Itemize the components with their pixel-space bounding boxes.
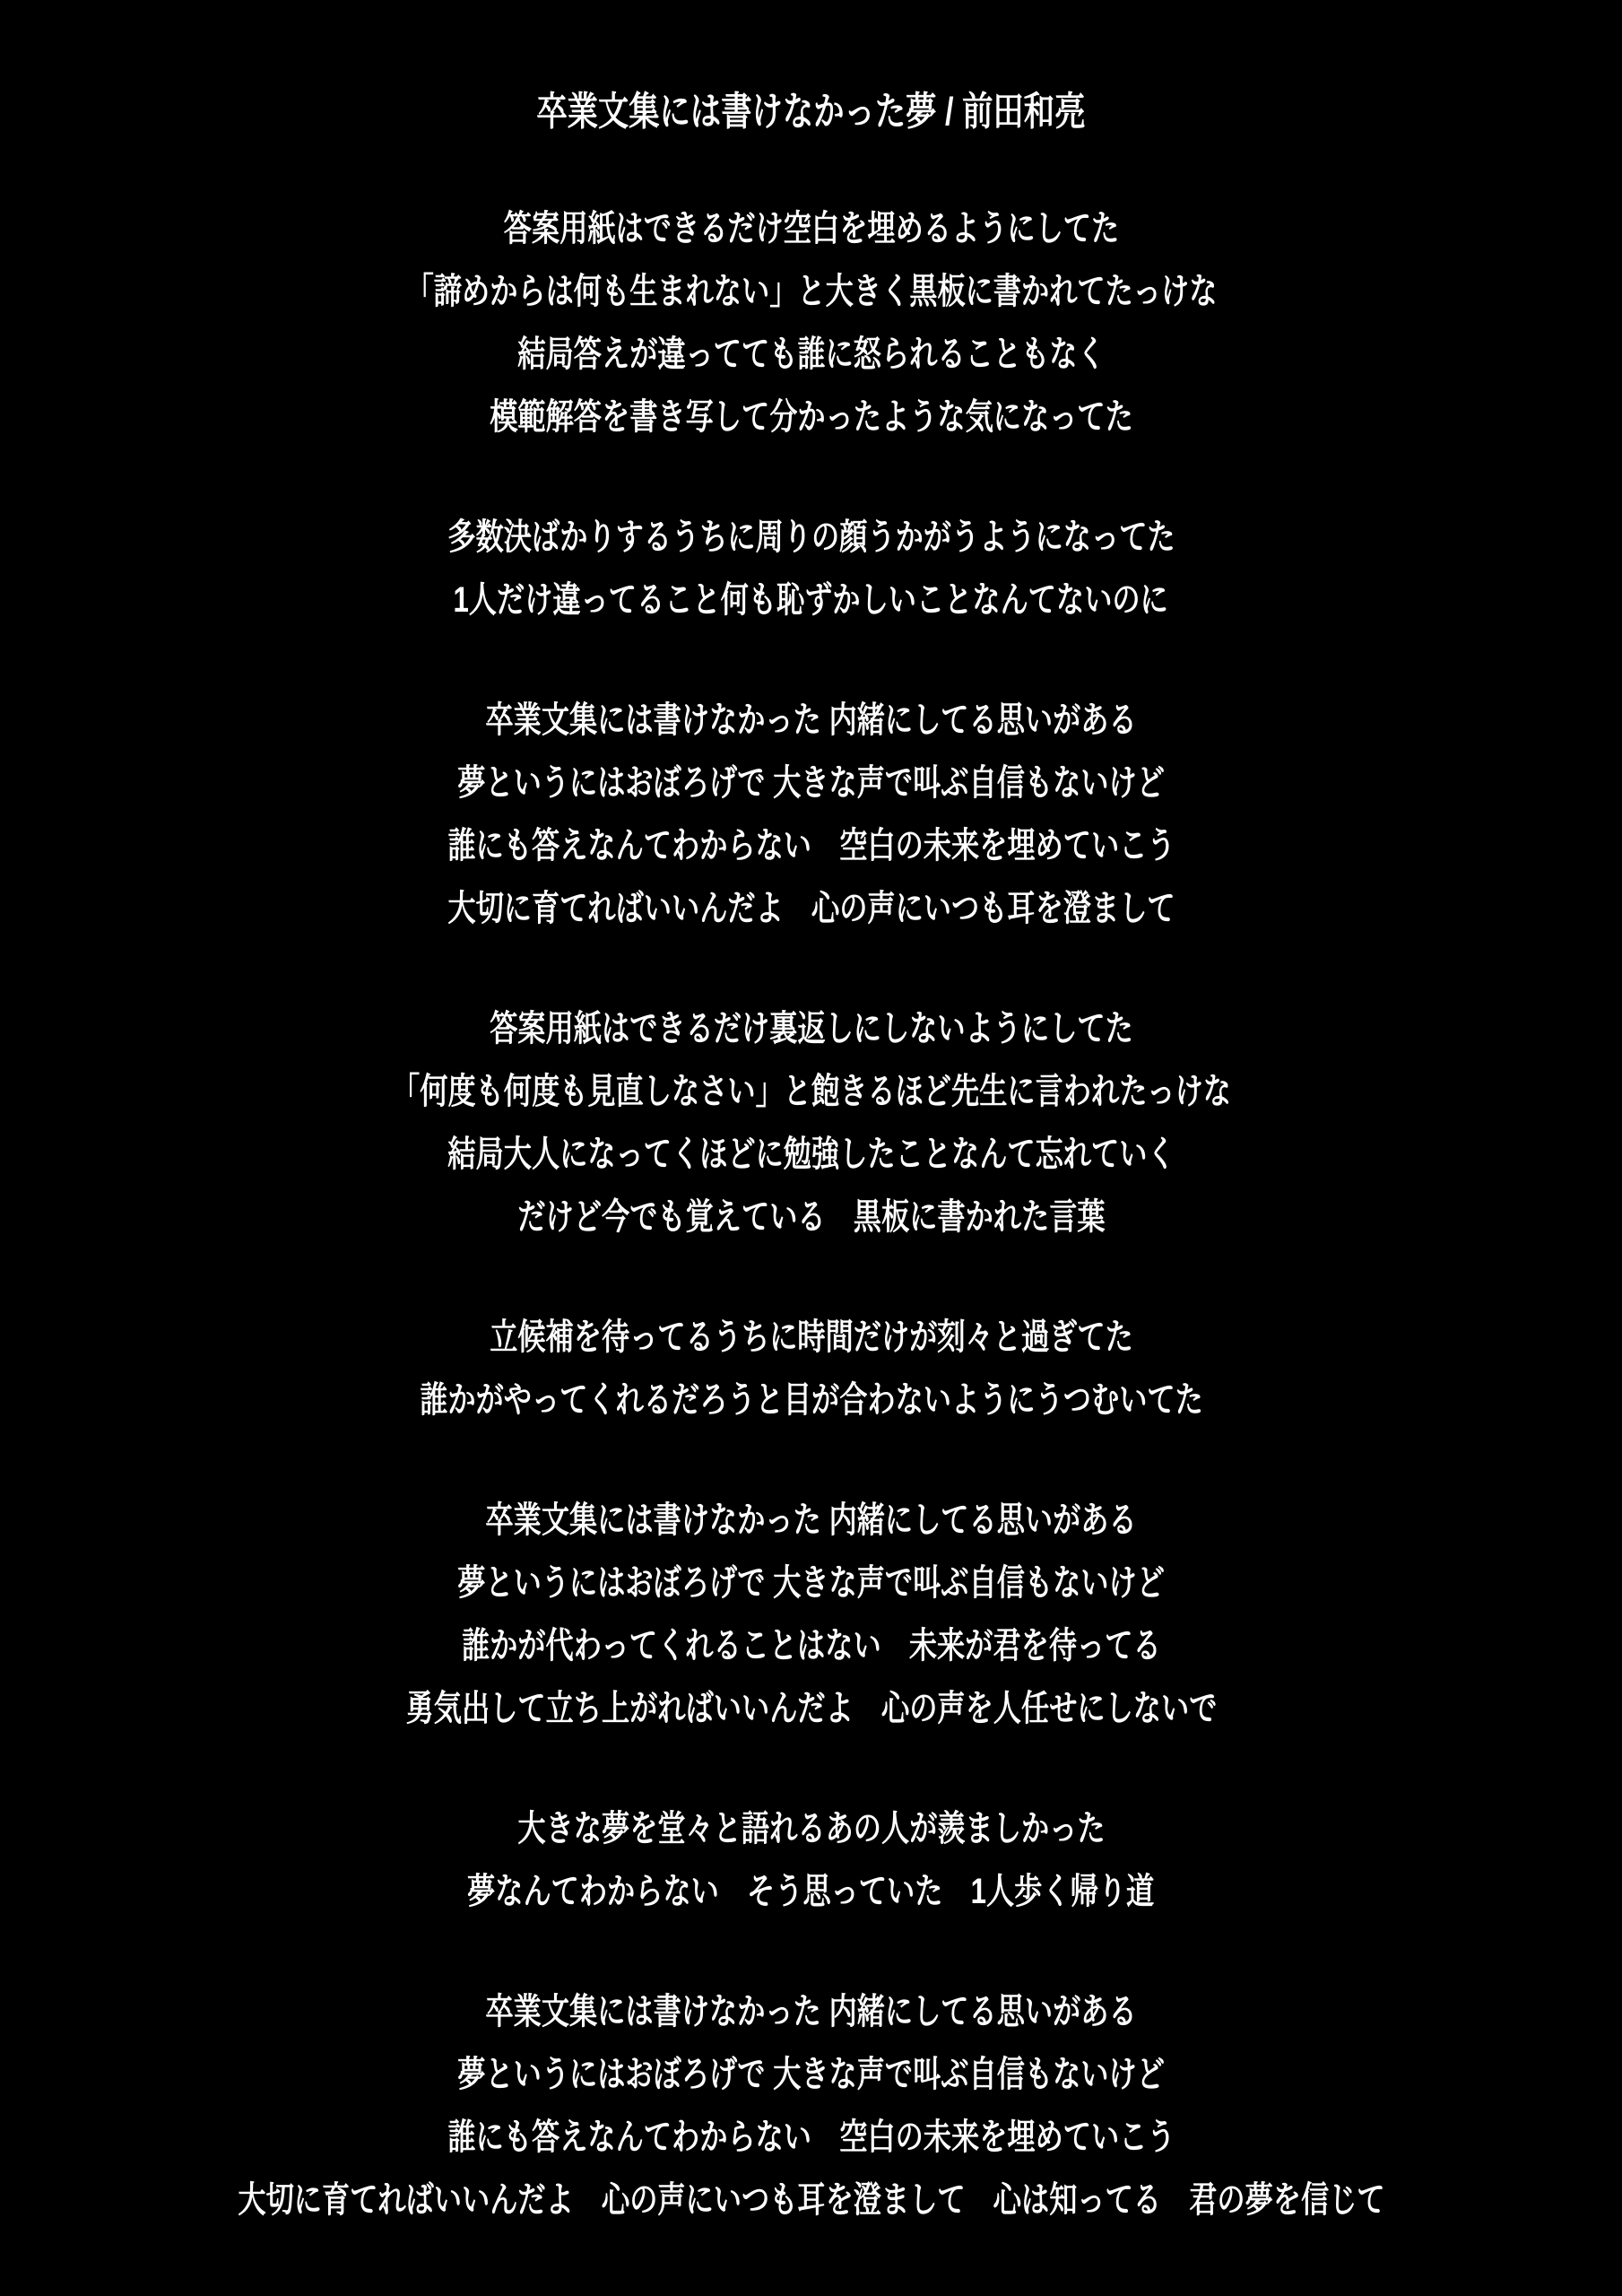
lyric-line (0, 1060, 1622, 1123)
lyric-line (0, 506, 1622, 569)
lyric-line (0, 1797, 1622, 1860)
lyric-text: 誰かがやってくれるだろうと目が合わないようにうつむいてた (419, 1380, 1203, 1420)
stanza-bridge (0, 1797, 1622, 1923)
lyric-line (0, 323, 1622, 386)
lyric-line (0, 1677, 1622, 1740)
lyric-text: 「何度も何度も見直しなさい」と飽きるほど先生に言われたっけな (391, 1072, 1231, 1111)
song-title-text: 卒業文集には書けなかった夢 / 前田和亮 (536, 90, 1086, 134)
lyric-line (0, 1489, 1622, 1552)
lyric-line (0, 386, 1622, 448)
lyric-text: 立候補を待ってるうちに時間だけが刻々と過ぎてた (489, 1318, 1133, 1357)
lyric-line (0, 814, 1622, 877)
lyric-text: 答案用紙はできるだけ空白を埋めるようにしてた (503, 209, 1119, 248)
lyric-line (0, 569, 1622, 631)
lyric-text: 大切に育てればいいんだよ 心の声にいつも耳を澄まして 心は知ってる 君の夢を信じて (237, 2180, 1385, 2220)
lyric-text: 答案用紙はできるだけ裏返しにしないようにしてた (489, 1009, 1133, 1048)
lyric-text: 結局大人になってくほどに勉強したことなんて忘れていく (447, 1135, 1175, 1174)
lyric-text: 夢なんてわからない そう思っていた 1人歩く帰り道 (467, 1872, 1155, 1911)
lyric-line (0, 1123, 1622, 1186)
stanza-verse-3 (0, 997, 1622, 1248)
lyric-text: 誰にも答えなんてわからない 空白の未来を埋めていこう (447, 2118, 1175, 2157)
song-title-line (0, 90, 1622, 135)
lyric-text: 大切に育てればいいんだよ 心の声にいつも耳を澄まして (447, 889, 1175, 928)
lyric-text: 卒業文集には書けなかった 内緒にしてる思いがある (485, 1992, 1137, 2031)
stanza-chorus-3 (0, 1980, 1622, 2231)
lyric-text: 勇気出して立ち上がればいいんだよ 心の声を人任せにしないで (405, 1689, 1217, 1728)
lyric-line (0, 1552, 1622, 1614)
lyric-line (0, 1306, 1622, 1369)
stanza-chorus-2 (0, 1489, 1622, 1740)
lyric-line (0, 2106, 1622, 2169)
stanza-chorus-1 (0, 689, 1622, 940)
lyric-line (0, 2043, 1622, 2106)
lyric-text: 1人だけ違ってること何も恥ずかしいことなんてないのに (453, 580, 1169, 620)
lyric-text: だけど今でも覚えている 黒板に書かれた言葉 (516, 1197, 1106, 1237)
lyric-text: 多数決ばかりするうちに周りの顔うかがうようになってた (447, 517, 1175, 557)
lyric-text: 大きな夢を堂々と語れるあの人が羨ましかった (516, 1809, 1106, 1848)
lyric-text: 誰かが代わってくれることはない 未来が君を待ってる (461, 1626, 1161, 1665)
lyric-line (0, 2169, 1622, 2231)
lyric-line (0, 1860, 1622, 1923)
lyric-text: 誰にも答えなんてわからない 空白の未来を埋めていこう (447, 826, 1175, 865)
lyric-line (0, 689, 1622, 752)
lyric-line (0, 197, 1622, 260)
lyric-text: 模範解答を書き写して分かったような気になってた (489, 397, 1133, 437)
lyric-text: 夢というにはおぼろげで 大きな声で叫ぶ自信もないけど (457, 763, 1165, 803)
lyric-line (0, 752, 1622, 814)
lyric-text: 結局答えが違ってても誰に怒られることもなく (516, 335, 1106, 374)
lyric-line (0, 997, 1622, 1060)
lyric-line (0, 1614, 1622, 1677)
lyric-line (0, 1980, 1622, 2043)
lyric-line (0, 877, 1622, 940)
lyric-line (0, 260, 1622, 323)
stanza-verse-1 (0, 197, 1622, 448)
lyric-text: 夢というにはおぼろげで 大きな声で叫ぶ自信もないけど (457, 1563, 1165, 1603)
lyric-text: 卒業文集には書けなかった 内緒にしてる思いがある (485, 700, 1137, 740)
lyric-line (0, 1186, 1622, 1248)
lyric-line (0, 1369, 1622, 1431)
lyric-text: 「諦めからは何も生まれない」と大きく黒板に書かれてたっけな (405, 272, 1217, 311)
stanza-verse-4 (0, 1306, 1622, 1431)
lyric-text: 夢というにはおぼろげで 大きな声で叫ぶ自信もないけど (457, 2055, 1165, 2094)
stanza-verse-2 (0, 506, 1622, 631)
lyric-text: 卒業文集には書けなかった 内緒にしてる思いがある (485, 1500, 1137, 1540)
